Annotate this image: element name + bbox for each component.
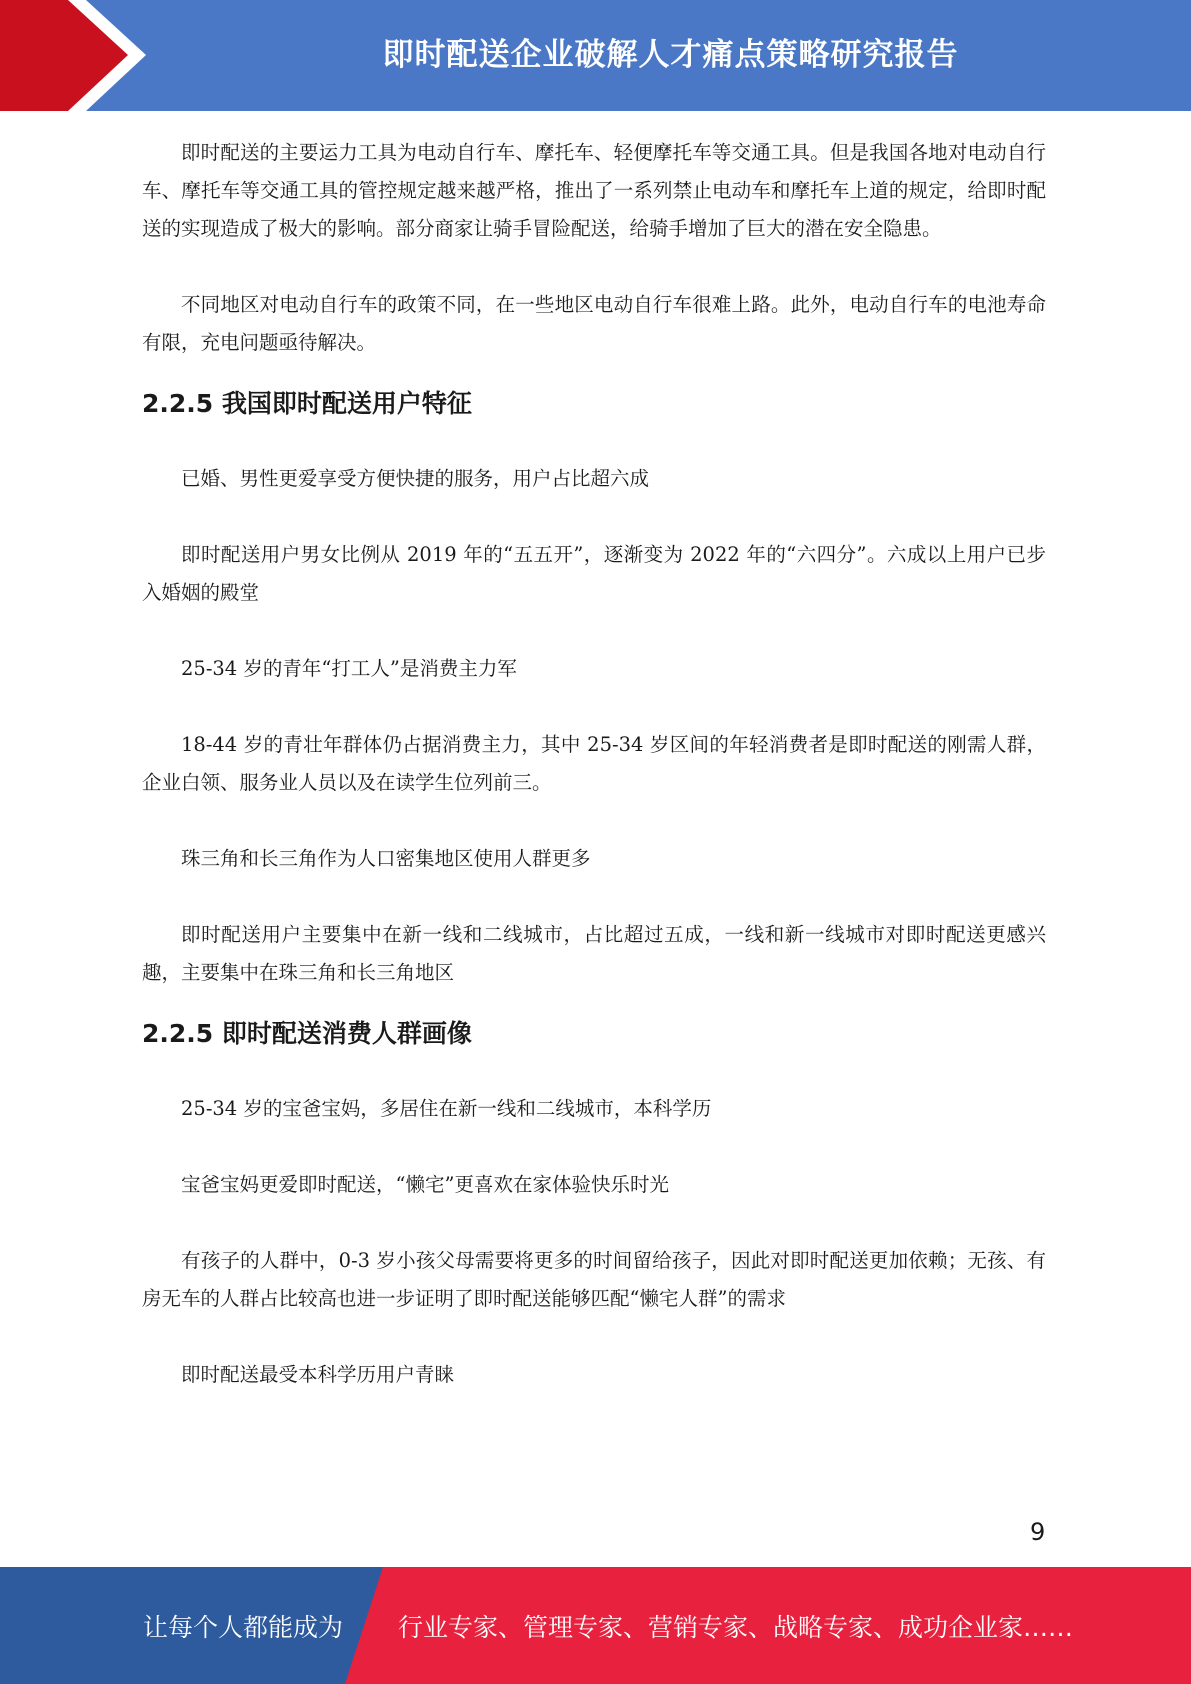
footer-slogan-left: 让每个人都能成为 — [143, 1612, 344, 1642]
footer-slogan-right: 行业专家、管理专家、营销专家、战略专家、成功企业家…… — [398, 1612, 1074, 1642]
page-header — [0, 0, 1191, 111]
paragraph: 18-44 岁的青壮年群体仍占据消费主力，其中 25-34 岁区间的年轻消费者是即时配送的刚需人群，企业白领、服务业人员以及在读学生位列前三。 — [142, 733, 1046, 794]
page-footer — [0, 1567, 1191, 1684]
paragraph: 宝爸宝妈更爱即时配送，“懒宅”更喜欢在家体验快乐时光 — [181, 1173, 669, 1196]
paragraph: 即时配送用户主要集中在新一线和二线城市，占比超过五成，一线和新一线城市对即时配送更感兴趣，主要集中在珠三角和长三角地区 — [142, 923, 1046, 984]
page-number: 9 — [1030, 1518, 1046, 1546]
section-heading: 2.2.5 我国即时配送用户特征 — [142, 389, 472, 418]
paragraph: 即时配送的主要运力工具为电动自行车、摩托车、轻便摩托车等交通工具。但是我国各地对电动自行车、摩托车等交通工具的管控规定越来越严格，推出了一系列禁止电动车和摩托车上道的规定，给即时配送的实现造成了极大的影响。部分商家让骑手冒险配送，给骑手增加了巨大的潜在安全隐患。 — [142, 141, 1046, 240]
section-heading: 2.2.5 即时配送消费人群画像 — [142, 1019, 472, 1048]
paragraph: 25-34 岁的宝爸宝妈，多居住在新一线和二线城市，本科学历 — [181, 1097, 712, 1120]
paragraph: 已婚、男性更爱享受方便快捷的服务，用户占比超六成 — [181, 467, 650, 490]
paragraph: 有孩子的人群中，0-3 岁小孩父母需要将更多的时间留给孩子，因此对即时配送更加依赖；无孩、有房无车的人群占比较高也进一步证明了即时配送能够匹配“懒宅人群”的需求 — [142, 1249, 1046, 1310]
paragraph: 即时配送最受本科学历用户青睐 — [181, 1363, 455, 1386]
document-body — [142, 134, 1046, 1432]
paragraph: 即时配送用户男女比例从 2019 年的“五五开”，逐渐变为 2022 年的“六四分”。六成以上用户已步入婚姻的殿堂 — [142, 543, 1046, 604]
paragraph: 珠三角和长三角作为人口密集地区使用人群更多 — [181, 847, 591, 870]
paragraph: 25-34 岁的青年“打工人”是消费主力军 — [181, 657, 517, 680]
document-title: 即时配送企业破解人才痛点策略研究报告 — [382, 36, 959, 73]
paragraph: 不同地区对电动自行车的政策不同，在一些地区电动自行车很难上路。此外，电动自行车的电池寿命有限，充电问题亟待解决。 — [142, 293, 1046, 354]
